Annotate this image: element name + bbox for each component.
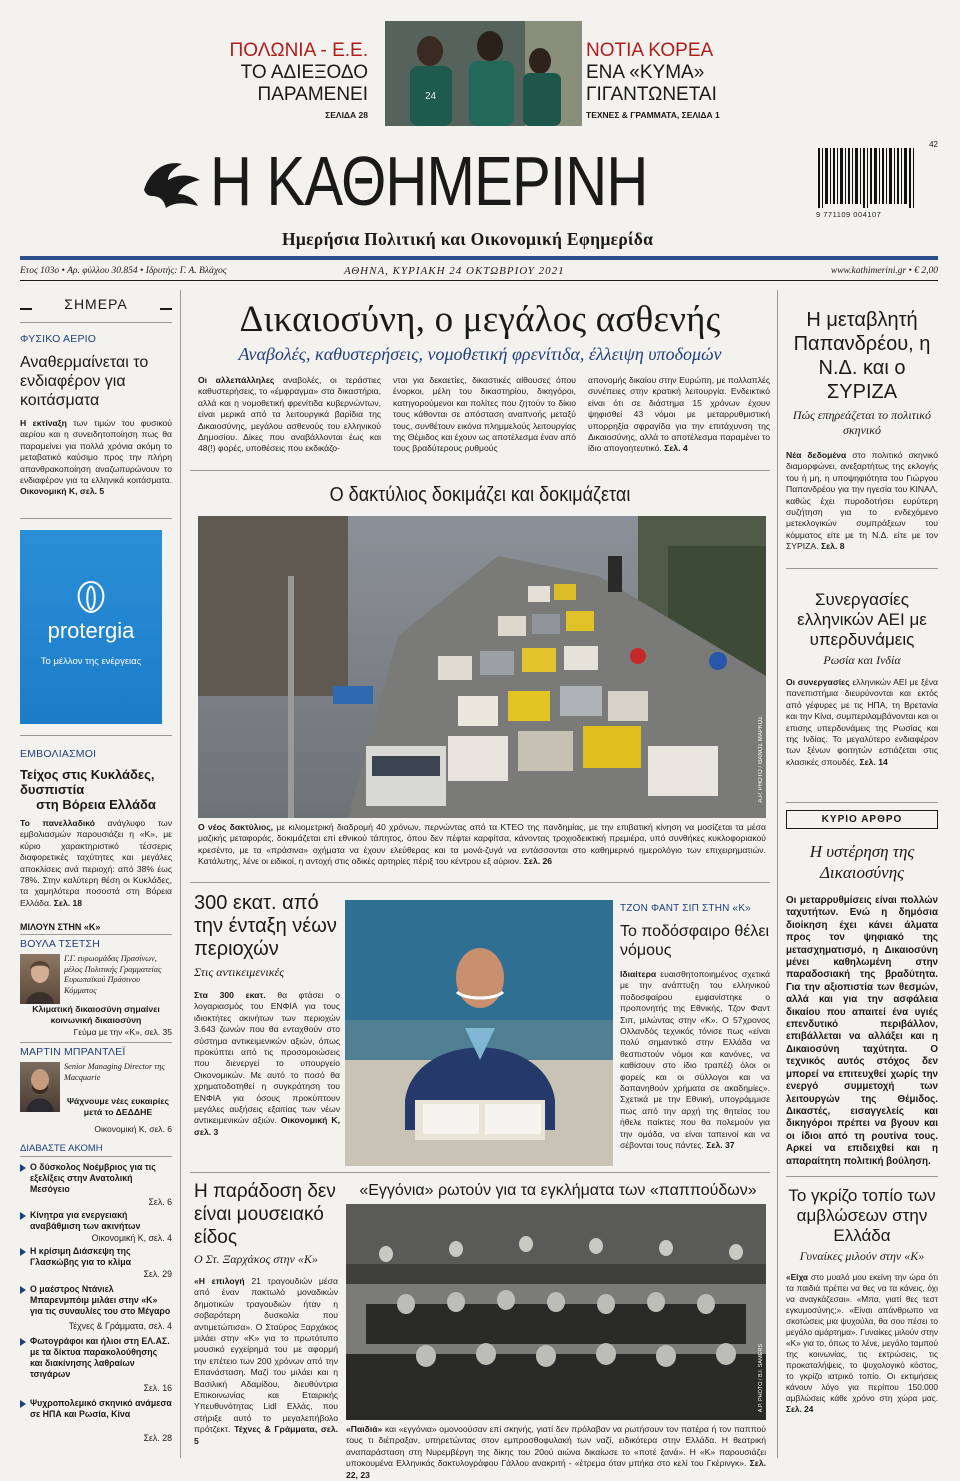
- tsetsi-ref: Γεύμα με την «Κ», σελ. 35: [73, 1027, 172, 1037]
- read-more-item-5-text: Φωτογράφοι και ήλιοι στη ΕΛ.ΑΣ. με τα δίκτυα παρακολούθησης και διακίνησης λαθραίων τσιγάρων: [30, 1336, 170, 1379]
- brandley-avatar: [20, 1062, 60, 1112]
- vaccine-subhead: στη Βόρεια Ελλάδα: [36, 797, 156, 812]
- brandley-role: Senior Managing Director της Macquarie: [64, 1062, 165, 1082]
- promo-poland-page: ΣΕΛΙΔΑ 28: [325, 110, 368, 120]
- brandley-quote: Ψάχνουμε νέες ευκαιρίες μετά το ΔΕΔΔΗΕ: [67, 1096, 169, 1117]
- abortion-deck: Γυναίκες μιλούν στην «Κ»: [799, 1249, 925, 1263]
- barcode-issue: 42: [929, 140, 938, 149]
- gas-kicker: ΦΥΣΙΚΟ ΑΕΡΙΟ: [20, 333, 97, 345]
- traffic-caption: [198, 822, 766, 868]
- papandreou-ref: Σελ. 8: [820, 541, 845, 552]
- universities-headline: Συνεργασίες ελληνικών ΑΕΙ με υπερδυνάμεις: [797, 590, 927, 649]
- nuremberg-trial-illustration: [346, 1204, 766, 1420]
- protergia-logo-icon: [71, 576, 111, 616]
- read-more-item-5-page: Σελ. 16: [143, 1383, 172, 1393]
- enfia-story[interactable]: [194, 892, 338, 980]
- editorial-headline: Η υστέρηση της Δικαιοσύνης: [809, 842, 915, 882]
- traffic-photo-credit: Α.Ρ. PHOTO / ΘΑΝΟΣ ΜΑΡΚΟΣ: [758, 716, 764, 803]
- main-headline[interactable]: Δικαιοσύνη, ο μεγάλος ασθενής: [239, 299, 721, 340]
- main-col-3-ref: Σελ. 4: [664, 443, 688, 454]
- read-more-item-5[interactable]: [20, 1336, 172, 1394]
- nuremberg-headline[interactable]: «Εγγόνια» ρωτούν για τα εγκλήματα των «παππούδων»: [359, 1182, 757, 1199]
- music-deck: Ο Στ. Ξαρχάκος στην «Κ»: [194, 1252, 318, 1266]
- papandreou-headline: Η μεταβλητή Παπανδρέου, η Ν.Δ. και ο ΣΥΡΙΖΑ: [793, 309, 931, 403]
- promo-korea-page: ΤΕΧΝΕΣ & ΓΡΑΜΜΑΤΑ, ΣΕΛΙΔΑ 1: [586, 110, 720, 120]
- read-more-item-4-page: Τέχνες & Γράμματα, σελ. 4: [68, 1321, 172, 1331]
- arrow-right-icon: [20, 1338, 26, 1346]
- read-more-item-6[interactable]: [20, 1398, 172, 1444]
- tsetsi-role: Γ.Γ. ευρωομάδας Πρασίνων, μέλος Πολιτικής Γραμματείας Ευρωπαϊκού Πράσινου Κόμματος: [64, 954, 162, 995]
- traffic-lead: Ο νέος δακτύλιος,: [198, 822, 274, 832]
- right-column-rule: [777, 290, 778, 1458]
- nuremberg-photo-credit: A.P. PHOTO / B.I. SAMERS: [758, 1344, 764, 1413]
- nuremberg-lead: «Παιδιά»: [346, 1424, 383, 1434]
- read-more-label: ΔΙΑΒΑΣΤΕ ΑΚΟΜΗ: [20, 1143, 103, 1154]
- masthead-rule: [20, 256, 938, 260]
- universities-lead: Οι συνεργασίες: [786, 677, 850, 687]
- read-more-item-1-page: Σελ. 6: [148, 1197, 172, 1207]
- universities-ref: Σελ. 14: [859, 756, 888, 767]
- traffic-ref: Σελ. 26: [523, 856, 553, 867]
- enfia-ref: Οικονομική Κ, σελ. 3: [194, 1115, 340, 1137]
- abortion-headline: Το γκρίζο τοπίο των αμβλώσεων στην Ελλάδα: [788, 1186, 936, 1245]
- read-more-item-4[interactable]: [20, 1284, 172, 1332]
- abortion-text: στο μυαλό μου εκείνη την ώρα ότι τα παιδιά πρέπει να θες να τα κάνεις, όχι να αναγκάζεσαι». «Μπα, γιατί θες τεστ εγκυμοσύνης;». «Είναι απάνθρωπο να σκοτώσεις μια ψυχούλα, θα σου πέσει το μεγάλο αμάρτημα». Γυναίκες μιλούν στην «Κ» για το, όπως το λένε, μεγάλο ταμπού της κοινωνίας, τις εκτρώσεις, τις προκαταλήψεις, το ψυχολογικό κόστος, το γκρίζο ιατρικό τοπίο. Οι εκτιμήσεις κάνουν λόγο για περίπου 150.000 αμβλώσεις κάθε χρόνο στη χώρα μας.: [786, 1272, 938, 1403]
- sip-headline: Το ποδόσφαιρο θέλει νόμους: [620, 923, 770, 959]
- newspaper-name[interactable]: Η ΚΑΘΗΜΕΡΙΝΗ: [210, 142, 648, 220]
- read-more-item-2-page: Οικονομική Κ, σελ. 4: [91, 1233, 172, 1243]
- issue-info: Ετος 103ο • Αρ. φύλλου 30.854 • Ιδρυτής: Γ. Α. Βλάχος: [20, 266, 227, 276]
- promo-poland-line2: ΠΑΡΑΜΕΝΕΙ: [257, 84, 368, 105]
- football-coach-illustration: [345, 900, 613, 1166]
- arrow-right-icon: [20, 1248, 26, 1256]
- nuremberg-caption-text: και «εγγόνια» ομονοούσαν επί σκηνής, γιατί δεν πρόλαβαν να ρωτήσουν τον πατέρα ή τον παππού τους τι διέπραξαν, υπηρετώντας στον εμπροσθοφυλακή των ναζί, ειδικότερα στην Ελλάδα. Η θεατρική αναπαράσταση στη Νυρεμβέργη της δίκης του 20ού αιώνα δικαίωσε το «ποτέ ξανά». Η «Κ» παρουσιάζει υποκουμένα Ελληνικάς δακτυλογράφου Γάλλου ανακριτή - «έτρεμα όταν μπήκα στο κελί του Γκέρινγκ».: [346, 1424, 766, 1469]
- read-more-item-2-text: Κίνητρα για ενεργειακή αναβάθμιση των ακινήτων: [30, 1210, 141, 1231]
- sip-story[interactable]: [620, 903, 770, 1152]
- enfia-text: θα φτάσει ο λογαριασμός του ΕΝΦΙΑ για τους ιδιοκτήτες ακινήτων των περιοχών 3.643 ζωνών που θα ενταχθούν στο σύστημα αντικειμενικών αξιών, όπως προκύπτει από τις προσομοιώσεις που διενεργεί το υπουργείο Οικονομικών. Με αυτό το ποσό θα χρηματοδοτηθεί η συγκράτηση του ΕΝΦΙΑ για όσους προκύπτουν μεγάλες αυξήσεις εξαιτίας των νέων αντικειμενικών αξιών.: [194, 990, 340, 1126]
- promo-poland-line1: ΤΟ ΑΔΙΕΞΟΔΟ: [240, 62, 368, 83]
- tsetsi-avatar: [20, 954, 60, 1004]
- main-col-2-text: νται για δεκαετίες, δικαστικές αίθουσες όπου ένορκοι, μέλη του δικαστηρίου, δικηγόροι, κατηγορούμενοι και πολίτες που ζητούν το δίκιο τους κάθονται σε απόσταση αναπνοής μεταξύ τους, συνθέτουν εικόνα πλημμελούς λειτουργίας της Θέμιδος και έχουν ως αποτέλεσμα έναν από τους βραδύτερους ρυθμούς: [393, 375, 576, 454]
- promo-korea-title: ΝΟΤΙΑ ΚΟΡΕΑ: [586, 40, 714, 61]
- papandreou-story[interactable]: [786, 308, 938, 553]
- universities-text: ελληνικών ΑΕΙ με ξένα πανεπιστήμια διευρύνονται και εκτός από γέφυρες με τις ΗΠΑ, τη Βρετανία και την Κίνα, συμπεριλαμβάνονται και οι επισης υπερδυνάμεις της Ρωσίας και της Ινδίας. Το μεγαλύτερο ενδιαφέρον των ξένων φοιτητών εστιάζεται στις κλασικές σπουδές.: [786, 677, 938, 767]
- vaccine-text: ανάγλυφο των εμβολιασμών παρουσιάζει η «Κ», με κύριο χαρακτηριστικό τέσσερις διαφορετικές ταχύτητες και μεγάλες αποκλίσεις ανά περιοχή: από 38% έως 78%. Στην καλύτερη θέση οι Κυκλάδες, τα χαμηλότερα ποσοστά στη Βόρεια Ελλάδα.: [20, 818, 172, 908]
- main-col-1-text: αναβολές, οι τεράστιες καθυστερήσεις, το «έμφραγμα» στα δικαστήρια, αλλά και η νομοθετική φρενίτιδα κυβερνώντων, είναι μερικά από τα λειτουργικά βαρίδια της Δικαιοσύνης, μεγάλου ασθενούς του ελληνικού Δημοσίου. Δίκες που αναβάλλονται έως και 48(!) φορές, υποθέσεις που εκδικάζο-: [198, 375, 382, 454]
- universities-deck: Ρωσία και Ινδία: [823, 653, 901, 667]
- read-more-item-1[interactable]: [20, 1162, 172, 1208]
- squid-game-photo: [385, 21, 582, 126]
- gas-story[interactable]: [20, 333, 172, 498]
- enfia-body: [194, 990, 340, 1138]
- gas-lead: Η εκτίναξη: [20, 418, 67, 428]
- barcode-number: 9 771109 004107: [816, 210, 882, 219]
- read-more-item-3-text: Η κρίσιμη Διάσκεψη της Γλασκώβης για το κλίμα: [30, 1246, 132, 1267]
- traffic-caption-text: με κιλιομετρική διαδρομή 40 χρόνων, περνώντας από τα ΚΤΕΟ της πανδημίας, με την επιβατική κίνηση να μοσίζεται τα μέσα μαζικής μεταφοράς, δοκιμάζεται επί εθνικού τάπητος, όπου δεν πέφτει καρφίτσα, κάνοντας τροχιοδεικτική πρεμιέρα, υπό συνθήκες κυκλοφοριακού κρεσέντο, με τα «πράσινα» οχήματα να έχουν ελεύθερας και τα μονά-ζυγά να εντάσσονται στο καθημερινό ημερολόγιο των επιχειρηματιών. Κατάλυτης, λένε οι ειδικοί, η αντοχή στις οδικές αρτηρίες πέριξ του κέντρου εξ αύριον.: [198, 822, 767, 867]
- gas-body: [20, 418, 172, 498]
- gas-headline: Αναθερμαίνεται το ενδιαφέρον για κοιτάσματα: [20, 354, 149, 409]
- left-column-rule: [180, 290, 181, 1458]
- read-more-item-4-text: Ο μαέστρος Ντάνιελ Μπαρενμπόιμ μιλάει στην «Κ» για τις συναυλίες του στο Μέγαρο: [30, 1284, 171, 1316]
- gas-ref: Οικονομική Κ, σελ. 5: [20, 486, 105, 497]
- brandley-ref: Οικονομική Κ, σελ. 6: [94, 1124, 172, 1134]
- brandley-name: ΜΑΡΤΙΝ ΜΠΡΑΝΤΛΕΪ: [20, 1046, 126, 1058]
- tsetsi-box[interactable]: [20, 938, 172, 1044]
- barcode: [816, 140, 938, 222]
- editorial-box[interactable]: [786, 810, 938, 1168]
- tsetsi-name: ΒΟΥΛΑ ΤΣΕΤΣΗ: [20, 938, 101, 950]
- music-lead: «Η επιλογή: [194, 1276, 245, 1286]
- promo-korea-line2: ΓΙΓΑΝΤΩΝΕΤΑΙ: [586, 84, 717, 105]
- kathimerini-logo-icon: [138, 150, 208, 220]
- website-price[interactable]: www.kathimerini.gr • € 2,00: [830, 266, 938, 276]
- read-more-item-6-text: Ψυχροπολεμικό σκηνικό ανάμεσα σε ΗΠΑ και Ρωσία, Κίνα: [30, 1398, 172, 1419]
- squid-game-illustration: [385, 21, 582, 126]
- main-col-3-text: απονομής δικαίου στην Ευρώπη, με πολλαπλές συνέπειες στην κρατική λειτουργία. Ενδεικτικό είναι ότι σε διάστημα 15 χρόνων έχουν ψηφισθεί 43 νόμοι με μεταρρυθμιστική υπορρηξία σφραγίδα για την επιτάχυνση της Δικαιοσύνης, αλλά το αποτέλεσμα παραμένει το ίδιο απογοητευτικό.: [588, 375, 770, 454]
- main-deck: Αναβολές, καθυστερήσεις, νομοθετική φρενίτιδα, έλλειψη υποδομών: [238, 344, 722, 364]
- nuremberg-photo: [346, 1204, 766, 1420]
- music-text: 21 τραγουδιών μέσα από έναν πακτωλό μοναδικών δημοτικών τραγουδιών ήταν η σοβαρότερη δυσκολία που αντιμετώπισα». Ο Σταύρος Ξαρχάκος μιλάει στην «Κ» για το πρωτότυπο μουσικό εγχείρημά του με αφορμή την επέτειο των 200 χρόνων από την Επανάσταση. Μαζί του μιλάει και η Βασιλική Αδαμίδου, διευθύντρια Επικοινωνίας και Εταιρικής Υπευθυνότητας Lidl Ελλάς, που στήριξε αυτό το μεγαλεπήβολο πρότζεκτ.: [194, 1276, 338, 1435]
- music-story[interactable]: [194, 1180, 338, 1447]
- abortion-story[interactable]: [786, 1186, 938, 1415]
- vaccine-body: [20, 818, 172, 909]
- abortion-ref: Σελ. 24: [786, 1404, 814, 1414]
- protergia-slogan: Το μέλλον της ενέργειας: [40, 656, 142, 667]
- editorial-label: ΚΥΡΙΟ ΑΡΘΡΟ: [786, 810, 938, 829]
- today-label: [20, 296, 172, 314]
- tagline: Ημερήσια Πολιτική και Οικονομική Εφημερίδα: [282, 229, 654, 249]
- main-col-2: [393, 375, 576, 455]
- enfia-deck: Στις αντικειμενικές: [194, 965, 285, 979]
- brandley-box[interactable]: [20, 1046, 172, 1138]
- barcode-bars: [816, 148, 926, 208]
- traffic-jam-illustration: [198, 516, 766, 818]
- promo-poland-title: ΠΟΛΩΝΙΑ - Ε.Ε.: [229, 40, 368, 61]
- issue-date: ΑΘΗΝΑ, ΚΥΡΙΑΚΗ 24 ΟΚΤΩΒΡΙΟΥ 2021: [344, 265, 565, 277]
- promo-poland[interactable]: [190, 40, 368, 120]
- read-more-item-6-page: Σελ. 28: [143, 1433, 172, 1443]
- music-headline: Η παράδοση δεν είναι μουσειακό είδος: [194, 1181, 336, 1248]
- protergia-brand: protergia: [47, 618, 135, 643]
- gas-text: των τιμών του φυσικού αερίου και η συνειδητοποίηση πως θα παραμείνει για πολλά χρόνια ακόμη το μεταβατικό καύσιμο προς την πλήρη απανθρακοποίηση αναζωπυρώνουν το ενδιαφέρον για τα ελληνικά κοιτάσματα.: [20, 418, 172, 486]
- music-ref: Τέχνες & Γράμματα, σελ. 5: [194, 1424, 338, 1446]
- enfia-headline: 300 εκατ. από την ένταξη νέων περιοχών: [194, 892, 337, 960]
- promo-korea-line1: ΕΝΑ «ΚΥΜΑ»: [586, 62, 705, 83]
- main-lead: Οι αλλεπάλληλες: [198, 375, 275, 385]
- arrow-right-icon: [20, 1286, 26, 1294]
- arrow-right-icon: [20, 1164, 26, 1172]
- main-col-1: [198, 375, 381, 455]
- speak-label: ΜΙΛΟΥΝ ΣΤΗΝ «Κ»: [20, 922, 101, 932]
- nuremberg-ref: Σελ. 22, 23: [346, 1458, 766, 1480]
- papandreou-lead: Νέα δεδομένα: [786, 450, 847, 460]
- protergia-ad[interactable]: [20, 530, 162, 724]
- nuremberg-caption: [346, 1424, 766, 1481]
- editorial-body: Οι μεταρρυθμίσεις είναι πολλών ταχυτήτων. Ενώ η δημόσια διοίκηση έχει κάνει άλματα προς τον ψηφιακό της μετασχηματισμό, η Δικαιοσύνη μένει καθηλωμένη στην παραδοσιακή της βραδύτητα. Για την αξιοπιστία των θεσμών, αλλά και για την ασφάλεια δικαίου που απαιτεί ένα υγιές επενδυτικό περιβάλλον, επιβάλλεται να αλλάξει και η Δικαιοσύνη ταχύτητα. Ο τεχνικός αυτός στόχος δεν μπορεί να επιτευχθεί χωρίς την ενεργό συμμετοχή των λειτουργών της Θέμιδος. Δικαστές, εισαγγελείς και δικηγόροι πρέπει να βγουν και οι ίδιοι από τη ρουτίνα τους. Αρκεί να επιδειχθεί και η απαραίτητη πολιτική βούληση.: [786, 895, 938, 1167]
- arrow-right-icon: [20, 1400, 26, 1408]
- vaccine-headline: Τείχος στις Κυκλάδες, δυσπιστία: [20, 767, 155, 797]
- today-text: ΣΗΜΕΡΑ: [64, 296, 128, 312]
- arrow-right-icon: [20, 1212, 26, 1220]
- traffic-photo: [198, 516, 766, 818]
- papandreou-text: στο πολιτικό σκηνικό διαμορφώνει, ανεξαρτήτως της εκλογής του ή μη, η υποψηφιότητα του Γιώργου Παπανδρέου για την ηγεσία του ΚΙΝΑΛ, καθώς έχει πυροδοτήσει ευρύτερη συζήτηση για το ενδεχόμενο μετεκλογικών συμπράξεων του κόμματος είτε με τη Ν.Δ. είτε με τον ΣΥΡΙΖΑ.: [786, 450, 938, 552]
- vaccine-lead: Το πανελλαδικό: [20, 818, 95, 828]
- sip-kicker: ΤΖΟΝ ΦΑΝΤ ΣΙΠ ΣΤΗΝ «Κ»: [620, 903, 751, 914]
- traffic-headline[interactable]: Ο δακτύλιος δοκιμάζει και δοκιμάζεται: [329, 483, 631, 506]
- vaccine-story[interactable]: [20, 748, 172, 909]
- papandreou-deck: Πώς επηρεάζεται το πολιτικό σκηνικό: [792, 408, 932, 437]
- sip-ref: Σελ. 37: [706, 1140, 735, 1151]
- vaccine-kicker: ΕΜΒΟΛΙΑΣΜΟΙ: [20, 748, 97, 760]
- tsetsi-quote: Κλιματική δικαιοσύνη σημαίνει κοινωνική δικαιοσύνη: [32, 1004, 160, 1025]
- info-rule: [20, 280, 938, 281]
- abortion-lead: «Είχα: [786, 1272, 809, 1282]
- sip-text: ευαισθητοποιημένος σχετικά με την ανάπτυξη του ελληνικού ποδοσφαίρου εμφανίστηκε ο προπονητής της Εθνικής, Τζον Φαντ Σιπ, μιλώντας στην «Κ». Ο 57χρονος Ολλανδός τεχνικός τόνισε πως «είναι πολύ σημαντικό στην Ελλάδα να θεσπιστούν νόμοι και κανόνες, να καθίσουν στο ίδιο τραπέζι όλοι οι φορείς και οι σύλλογοι και να δαπανηθούν χρήματα σε ακαδημίες». Σχετικά με την Εθνική, υπογράμμισε πως από την αρχή της θητείας του ήθελε παίκτες που θα πολεμούν για την ομάδα, να είναι ταπεινοί και να σέβονται τους πάντες.: [620, 969, 770, 1151]
- promo-korea[interactable]: [586, 40, 756, 120]
- svg-text:24: 24: [425, 91, 437, 102]
- sip-photo: [345, 900, 613, 1166]
- main-col-3: [588, 375, 770, 455]
- sip-lead: Ιδιαίτερα: [620, 969, 657, 979]
- enfia-lead: Στα 300 εκατ.: [194, 990, 266, 1000]
- read-more-item-2[interactable]: [20, 1210, 172, 1244]
- read-more-item-1-text: Ο δύσκολος Νοέμβριος για τις εξελίξεις στην Ανατολική Μεσόγειο: [30, 1162, 156, 1194]
- read-more-item-3[interactable]: [20, 1246, 172, 1280]
- read-more-item-3-page: Σελ. 29: [143, 1269, 172, 1279]
- universities-story[interactable]: [786, 590, 938, 768]
- vaccine-ref: Σελ. 18: [53, 897, 83, 908]
